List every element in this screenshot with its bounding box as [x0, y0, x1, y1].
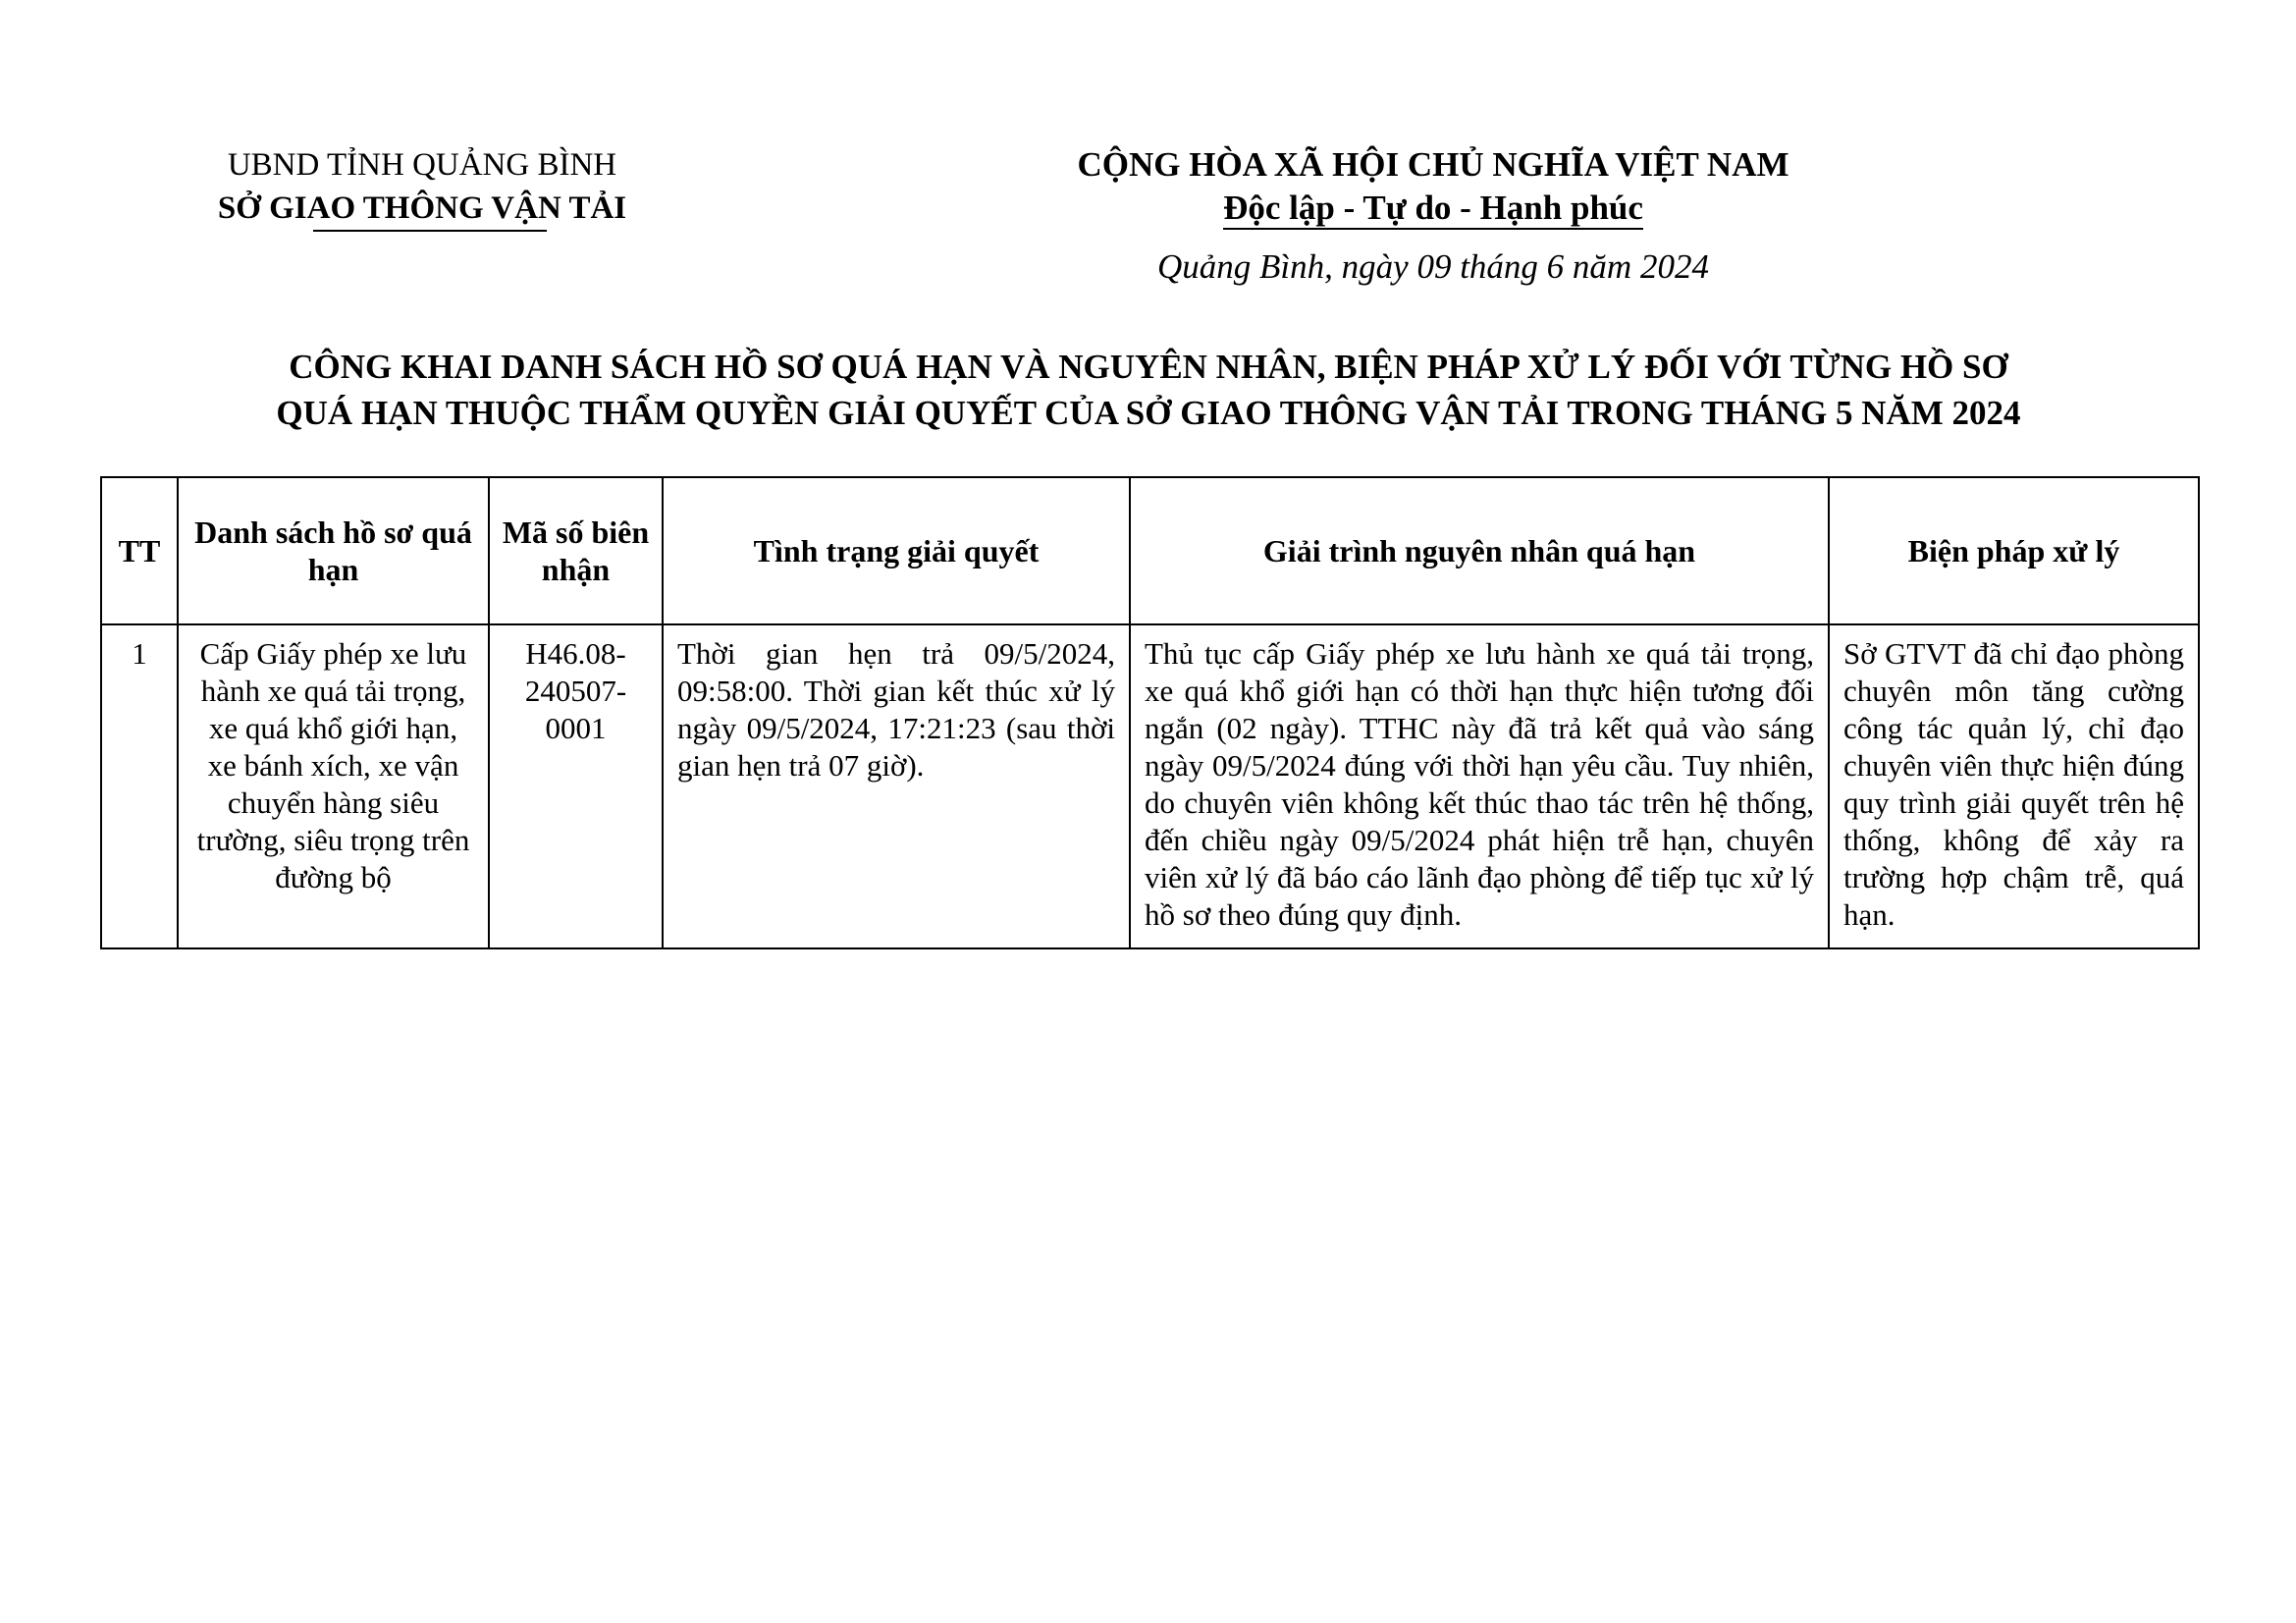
document-title-line-2: QUÁ HẠN THUỘC THẨM QUYỀN GIẢI QUYẾT CỦA SỞ GIAO THÔNG VẬN TẢI TRONG THÁNG 5 NĂM 2024: [276, 394, 2021, 432]
header-explanation: Giải trình nguyên nhân quá hạn: [1130, 477, 1829, 624]
header-measures: Biện pháp xử lý: [1829, 477, 2199, 624]
authority-underline: [313, 230, 547, 232]
document-date: Quảng Bình, ngày 09 tháng 6 năm 2024: [1157, 247, 1709, 286]
overdue-records-table: [100, 476, 2200, 949]
cell-tt: 1: [101, 624, 178, 948]
cell-status: Thời gian hẹn trả 09/5/2024, 09:58:00. Thời gian kết thúc xử lý ngày 09/5/2024, 17:21:23 (sau thời gian hẹn trả 07 giờ).: [663, 624, 1130, 948]
cell-receipt-code: H46.08-240507-0001: [489, 624, 663, 948]
national-name: CỘNG HÒA XÃ HỘI CHỦ NGHĨA VIỆT NAM: [1077, 145, 1789, 184]
header-receipt-code: Mã số biên nhận: [489, 477, 663, 624]
document-title-line-1: CÔNG KHAI DANH SÁCH HỒ SƠ QUÁ HẠN VÀ NGUYÊN NHÂN, BIỆN PHÁP XỬ LÝ ĐỐI VỚI TỪNG HỒ SƠ: [289, 348, 2008, 386]
header-status: Tình trạng giải quyết: [663, 477, 1130, 624]
cell-record-list: Cấp Giấy phép xe lưu hành xe quá tải trọng, xe quá khổ giới hạn, xe bánh xích, xe vận chuyển hàng siêu trường, siêu trọng trên đường bộ: [178, 624, 489, 948]
table-row: [101, 624, 2199, 948]
authority-province: UBND TỈNH QUẢNG BÌNH: [227, 147, 617, 183]
authority-department: SỞ GIAO THÔNG VẬN TẢI: [217, 190, 627, 226]
national-heading: [991, 143, 1875, 230]
header-record-list: Danh sách hồ sơ quá hạn: [178, 477, 489, 624]
cell-measures: Sở GTVT đã chỉ đạo phòng chuyên môn tăng cường công tác quản lý, chỉ đạo chuyên viên thực hiện đúng quy trình giải quyết trên hệ thống, không để xảy ra trường hợp chậm trễ, quá hạn.: [1829, 624, 2199, 948]
document-title: [59, 344, 2238, 436]
header-tt: TT: [101, 477, 178, 624]
national-motto: Độc lập - Tự do - Hạnh phúc: [1223, 189, 1643, 230]
cell-explanation: Thủ tục cấp Giấy phép xe lưu hành xe quá tải trọng, xe quá khổ giới hạn có thời hạn thực hiện tương đối ngắn (02 ngày). TTHC này đã trả kết quả vào sáng ngày 09/5/2024 đúng với thời hạn yêu cầu. Tuy nhiên, do chuyên viên không kết thúc thao tác trên hệ thống, đến chiều ngày 09/5/2024 phát hiện trễ hạn, chuyên viên xử lý đã báo cáo lãnh đạo phòng để tiếp tục xử lý hồ sơ theo đúng quy định.: [1130, 624, 1829, 948]
table-header-row: [101, 477, 2199, 624]
issuing-authority: [187, 143, 658, 232]
